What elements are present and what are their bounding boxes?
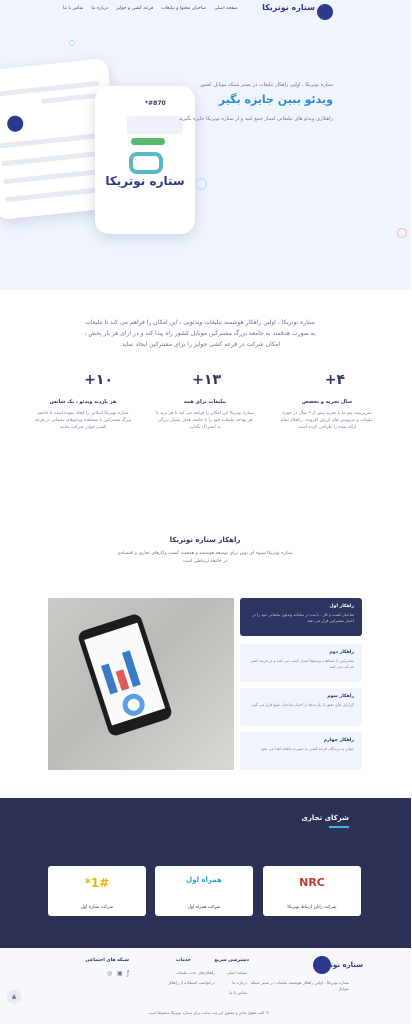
top-nav [0,0,412,24]
hero-title: ویدئو ببین جایزه بگیر [219,93,334,106]
scroll-top-button[interactable]: ▲ [8,990,22,1004]
stat-value: +۴ [325,372,346,388]
logo-icon[interactable] [318,4,334,20]
nav-item-contact[interactable]: تماس با ما [64,6,85,11]
copyright: © کلیه حقوق مادی و معنوی این وب سایت برای ستاره نوتریکا محفوظ است [149,1010,271,1015]
hands-tablet-photo [49,598,235,770]
stat-desc: سرپرست تیم ما با تجربه بیش از ۴ سال در حوزه تبلیغات و سرویس های ارزش افزوده ، راهکار تمام ارائه شده را طراحی کرده است [281,411,375,430]
partner-card[interactable] [264,866,362,916]
solutions-title: راهکار ستاره نوتریکا [170,536,242,544]
phone-logo-icon [130,152,164,174]
stat-title: سال تجربه و تخصص [302,399,354,405]
title-underline [330,826,350,828]
brand-name[interactable]: ستاره نوتریکا [263,3,316,12]
footer-brand[interactable]: ستاره نوتریکا [317,961,364,969]
solution-card-desc: گزارش های دقیق از بازدیدها در اختیار صاحبان تبلیغ قرار می گیرد [252,702,355,707]
decor-ring [196,178,208,190]
solution-card[interactable] [241,598,363,636]
screen-bar [102,663,119,694]
stat-desc: ستاره نوتریکا این امکان را فراهم می کند تا هر برند با هر بودجه تبلیغات خود را با جامعه هدف بسیار بزرگی به اشتراک بگذارد [157,411,255,430]
facebook-icon[interactable]: ƒ [128,970,131,977]
nav-item-about[interactable]: درباره ما [92,6,110,11]
partners-title: شرکای تجاری [302,814,350,822]
instagram-icon[interactable]: ◎ [108,970,114,977]
footer-services-title: خدمات [176,958,192,963]
tablet-bar [0,132,106,148]
partner-name: شرکت همراه اول [188,905,222,910]
solution-card[interactable] [241,644,363,682]
tablet-device [78,612,175,737]
screen-bar [117,669,131,690]
phone-mockup [96,86,196,234]
tablet-bar [4,168,110,184]
phone-button [132,138,166,145]
solution-card[interactable] [241,688,363,726]
decor-ring [70,40,76,46]
phone-ussd-code: #870* [146,100,167,107]
footer-quick-title: دسترسی سریع [215,958,250,963]
stat-desc: ستاره نوتریکا امکانی را ایجاد نموده است تا جامعه بزرگ مشترکین با مشاهده ویدئوهای تبلیغاتی در قرعه کشی جوایز شرکت نمایند [35,411,133,430]
footer-about: ستاره نوتریکا ، اولین راهکار هوشمند تبلیغات در بستر شبکه موبایل [251,980,350,991]
hero-kicker: ستاره نوتریکا ، اولین راهکار تبلیغات در بستر شبکه موبایل کشور [200,82,334,88]
footer-link[interactable]: تماس با ما [230,990,248,995]
star-one-logo: *1# [85,876,111,890]
partner-name: شرکت رایان ارتباط نوتریکا [288,905,338,910]
tablet-logo-icon [7,115,25,133]
solution-card-title: راهکار اول [330,604,355,609]
solution-card-title: راهکار سوم [328,694,355,699]
nav-item-home[interactable]: صفحه اصلی [215,6,239,11]
stat-title: تبلیغات برای همه [184,399,228,405]
tablet-screen [85,623,166,726]
phone-logo-text: ستاره نوتریکا [106,174,186,188]
nav-item-lottery[interactable]: قرعه کشی و جوایز [117,6,155,11]
footer-social-title: شبکه های اجتماعی [86,958,130,963]
solution-card[interactable] [241,732,363,770]
nav-links [64,6,239,11]
solution-card-desc: صاحبان کسب و کار ، با ثبت در سامانه ویدئوی تبلیغاتی خود را در اختیار مشترکین قرار می دهند [253,612,355,623]
linkedin-icon[interactable]: ▣ [118,970,124,977]
solution-card-desc: مشترکین با مشاهده ویدئوها امتیاز کسب می کنند و در قرعه کشی شرکت می کنند [250,658,355,669]
nrc-logo: NRC [300,876,326,889]
solutions-desc: ستاره نوتریکا شیوه ای نوین برای توسعه هوشمند و هدفمند کسب وکارهای تجاری و اقتصادی در جامعه ارتباطی است [118,551,294,564]
decor-ring [398,228,408,238]
partner-name: شرکت ستاره اول [81,905,115,910]
solution-card-title: راهکار دوم [330,650,355,655]
stat-value: +۱۳ [193,372,222,388]
mci-logo: همراه اول [187,876,223,884]
partner-card[interactable] [156,866,254,916]
hero-subtitle: راهکاری ویدئو های تبلیغاتی امتیاز جمع کنید و از ستاره نوتریکا جایزه بگیرید [180,116,334,122]
stat-title: هر بازدید ویدئو ، یک شانس [50,399,118,405]
footer-link[interactable]: صفحه اصلی [227,970,248,975]
about-text: ستاره نوتریکا ، اولین راهکار هوشمند تبلیغات ویدئویی ، این امکان را فراهم می کند تا تبلیغات به صورت هدفمند به جامعه بزرگ مشترکین موبایل کشور راه پیدا کند و در ازای هر بار پخش ، امکان شرکت در قرعه کشی جوایز را برای مشترکین ایجاد نماید. [85,319,317,348]
partner-card[interactable] [49,866,147,916]
nav-item-ads[interactable]: صاحبان محتوا و تبلیغات [162,6,208,11]
footer-link[interactable]: درباره ما [233,980,248,985]
tablet-bar [42,93,102,104]
stat-value: +۱۰ [85,372,114,388]
solution-card-desc: جوایز به برندگان قرعه کشی به صورت ماهانه اهدا می شود [261,746,355,751]
screen-donut [121,691,149,719]
solution-card-title: راهکار چهارم [324,738,355,743]
footer-link[interactable]: راهکارهای جذب تبلیغات [176,970,216,975]
footer-link[interactable]: درخواست استفاده از راهکار [169,980,216,985]
tablet-bar [2,150,108,166]
